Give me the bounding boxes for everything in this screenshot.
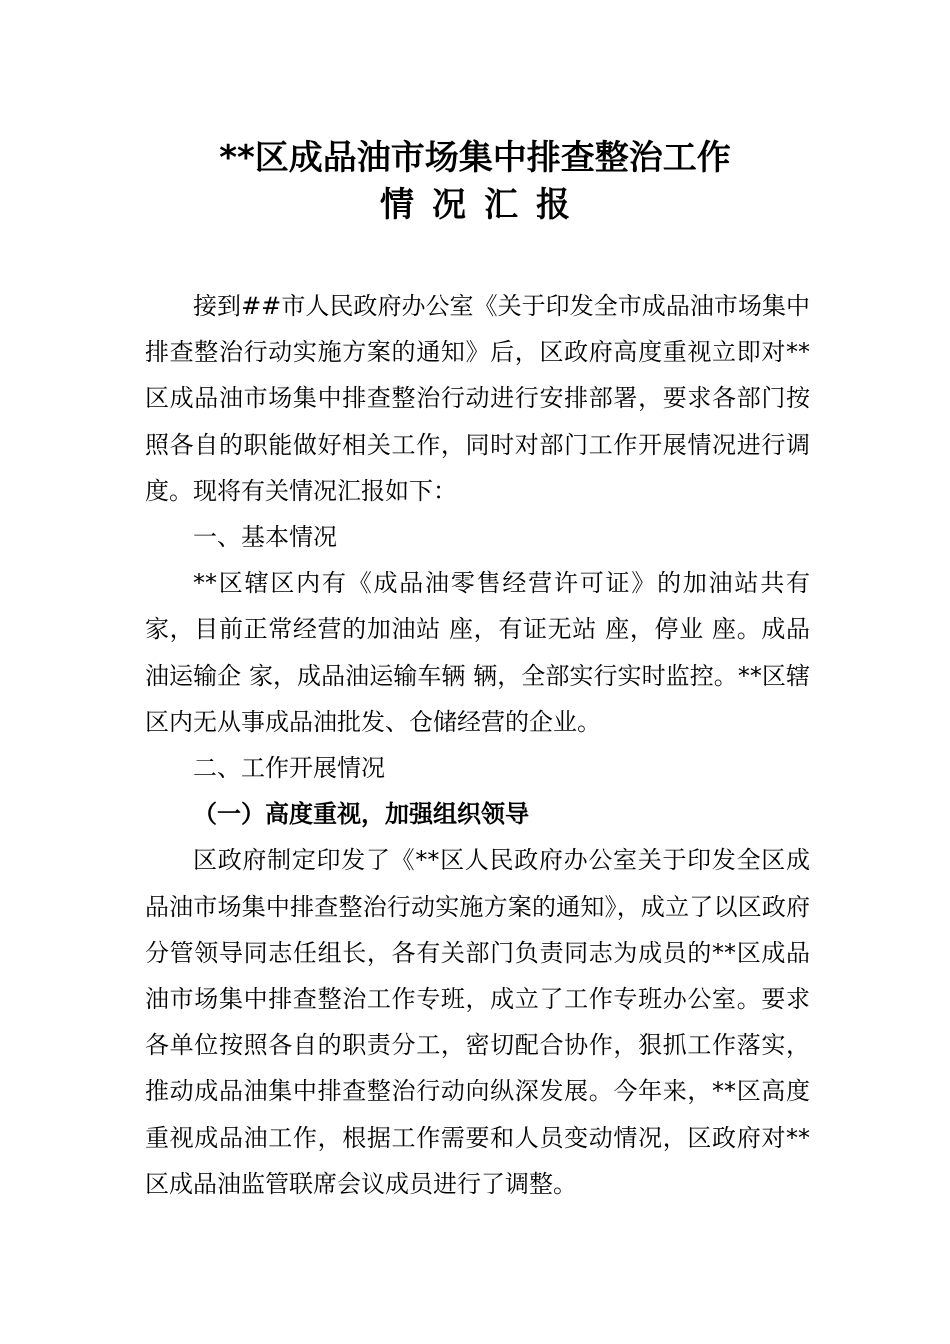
section-heading-work: 二、工作开展情况 (193, 754, 385, 783)
paragraph-intro: 接到##市人民政府办公室《关于印发全市成品油市场集中排查整治行动实施方案的通知》后，区政府高度重视立即对**区成品油市场集中排查整治行动进行安排部署，要求各部门按照各自的职能做好相关工作，同时对部门工作开展情况进行调度。现将有关情况汇报如下： (145, 292, 810, 505)
paragraph-leadership: 区政府制定印发了《**区人民政府办公室关于印发全区成品油市场集中排查整治行动实施方案的通知》，成立了以区政府分管领导同志任组长，各有关部门负责同志为成员的**区成品油市场集中排查整治工作专班，成立了工作专班办公室。要求各单位按照各自的职责分工，密切配合协作，狠抓工作落实，推动成品油集中排查整治行动向纵深发展。今年来，**区高度重视成品油工作，根据工作需要和人员变动情况，区政府对**区成品油监管联席会议成员进行了调整。 (145, 846, 810, 1198)
document-body (145, 283, 810, 1207)
subsection-heading-leadership: （一）高度重视，加强组织领导 (193, 800, 529, 829)
section-heading-basic: 一、基本情况 (193, 523, 337, 552)
document-title-line1: **区成品油市场集中排查整治工作 (219, 138, 731, 178)
paragraph-basic-situation: **区辖区内有《成品油零售经营许可证》的加油站共有 家，目前正常经营的加油站 座，有证无站 座，停业 座。成品油运输企 家，成品油运输车辆 辆，全部实行实时监控。**区辖区内无从事成品油批发、仓储经营的企业。 (145, 569, 810, 736)
document-title-line2: 情况汇报 (380, 185, 588, 225)
